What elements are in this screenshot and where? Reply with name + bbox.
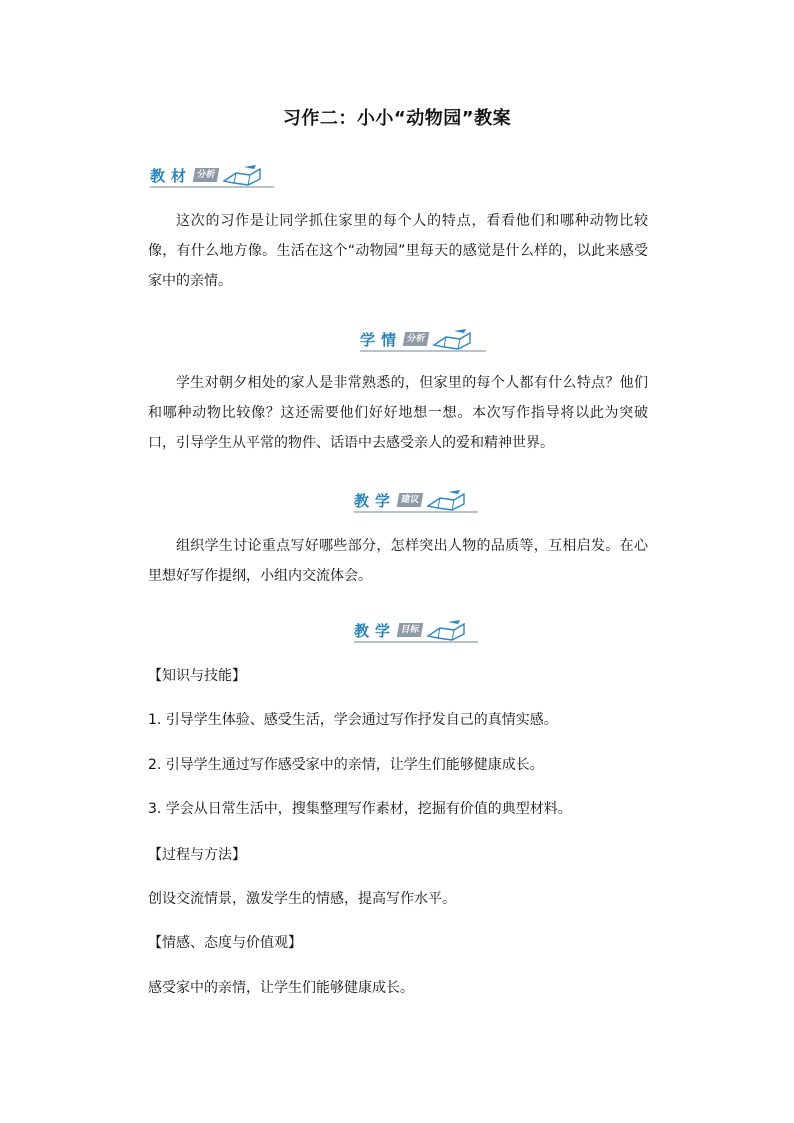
badge-sub-label: 分析: [403, 332, 429, 346]
badge-underline: [150, 186, 274, 188]
emotion-heading: 【情感、态度与价值观】: [148, 935, 302, 951]
process-heading: 【过程与方法】: [148, 847, 246, 863]
badge-main-label: 教材: [150, 166, 193, 185]
badge-underline: [354, 641, 478, 643]
book-pen-icon: [430, 327, 474, 351]
section-badge-goals: [354, 617, 478, 643]
section-badge-student: [360, 326, 486, 352]
process-text: 创设交流情景，激发学生的情感，提高写作水平。: [148, 891, 456, 907]
section-badge-material: [150, 162, 274, 188]
badge-main-label: 学情: [360, 330, 403, 349]
badge-main-label: 教学: [354, 621, 397, 640]
knowledge-item-3: 3. 学会从日常生活中，搜集整理写作素材，挖掘有价值的典型材料。: [148, 801, 572, 817]
badge-sub-label: 分析: [193, 168, 219, 182]
student-analysis-text: 学生对朝夕相处的家人是非常熟悉的，但家里的每个人都有什么特点？他们和哪种动物比较像？这还需要他们好好地想一想。本次写作指导将以此为突破口，引导学生从平常的物件、话语中去感受亲人的爱和精神世界。: [148, 375, 648, 451]
badge-underline: [354, 511, 478, 513]
teaching-suggestion-text: 组织学生讨论重点写好哪些部分，怎样突出人物的品质等，互相启发。在心里想好写作提纲，小组内交流体会。: [148, 538, 648, 584]
badge-underline: [360, 350, 486, 352]
knowledge-heading: 【知识与技能】: [148, 668, 246, 684]
book-pen-icon: [424, 618, 468, 642]
page-title: 习作二：小小“动物园”教案: [282, 108, 512, 129]
badge-main-label: 教学: [354, 491, 397, 510]
badge-sub-label: 建议: [397, 493, 423, 507]
badge-sub-label: 目标: [397, 623, 423, 637]
section-badge-suggestion: [354, 487, 478, 513]
material-analysis-text: 这次的习作是让同学抓住家里的每个人的特点，看看他们和哪种动物比较像，有什么地方像。生活在这个“动物园”里每天的感觉是什么样的，以此来感受家中的亲情。: [148, 213, 648, 289]
book-pen-icon: [424, 488, 468, 512]
book-pen-icon: [220, 163, 264, 187]
knowledge-item-2: 2. 引导学生通过写作感受家中的亲情，让学生们能够健康成长。: [148, 757, 544, 773]
emotion-text: 感受家中的亲情，让学生们能够健康成长。: [148, 980, 414, 996]
knowledge-item-1: 1. 引导学生体验、感受生活，学会通过写作抒发自己的真情实感。: [148, 712, 558, 728]
